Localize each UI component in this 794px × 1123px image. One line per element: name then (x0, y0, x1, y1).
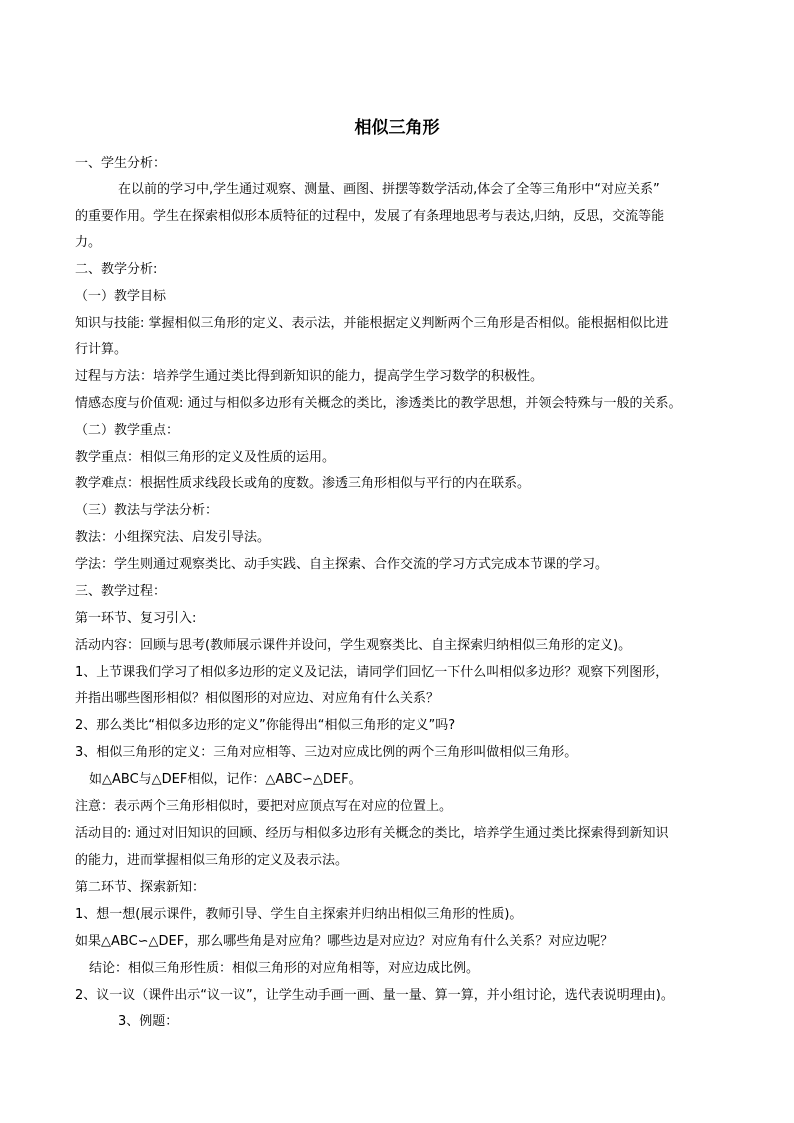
paragraph-line: 注意：表示两个三角形相似时，要把对应顶点写在对应的位置上。 (75, 799, 453, 814)
paragraph-line: 2、议一议（课件出示“议一议”，让学生动手画一画、量一量、算一算，并小组讨论，选代表说明理由)。 (75, 988, 674, 1003)
paragraph-line: 过程与方法：培养学生通过类比得到新知识的能力，提高学生学习数学的积极性。 (75, 369, 544, 384)
paragraph-line: 结论：相似三角形性质：相似三角形的对应角相等，对应边成比例。 (89, 961, 480, 976)
step-heading-explore: 第二环节、探索新知： (75, 880, 206, 895)
paragraph-line: 学法：学生则通过观察类比、动手实践、自主探索、合作交流的学习方式完成本节课的学习。 (75, 557, 609, 572)
section-heading-teaching-process: 三、教学过程： (75, 584, 167, 599)
document-title: 相似三角形 (354, 118, 440, 138)
paragraph-line: 力。 (75, 235, 102, 250)
paragraph-line: 情感态度与价值观: 通过与相似多边形有关概念的类比，渗透类比的教学思想，并领会特殊与一般的关系。 (75, 396, 682, 411)
paragraph-line: 行计算。 (75, 342, 128, 357)
section-heading-student-analysis: 一、学生分析： (75, 156, 167, 171)
step-heading-review: 第一环节、复习引入: (75, 611, 197, 626)
paragraph-line: 活动内容：回顾与思考(教师展示课件并设问，学生观察类比、自主探索归纳相似三角形的定义)。 (75, 638, 632, 653)
subsection-heading-methods: （三）教法与学法分析： (75, 503, 219, 518)
paragraph-line: 1、上节课我们学习了相似多边形的定义及记法，请同学们回忆一下什么叫相似多边形？观察下列图形， (75, 665, 669, 680)
paragraph-line: 教学难点：根据性质求线段长或角的度数。渗透三角形相似与平行的内在联系。 (75, 476, 531, 491)
paragraph-line: 的能力，进而掌握相似三角形的定义及表示法。 (75, 853, 349, 868)
paragraph-line: 知识与技能: 掌握相似三角形的定义、表示法，并能根据定义判断两个三角形是否相似。能根据相似比进 (75, 316, 669, 331)
paragraph-line: 教法：小组探究法、启发引导法。 (75, 530, 271, 545)
paragraph-line: 教学重点：相似三角形的定义及性质的运用。 (75, 450, 336, 465)
paragraph-line: 如△ABC与△DEF相似，记作：△ABC∽△DEF。 (89, 772, 362, 787)
paragraph-line: 3、相似三角形的定义：三角对应相等、三边对应成比例的两个三角形叫做相似三角形。 (75, 745, 578, 760)
paragraph-line: 如果△ABC∽△DEF，那么哪些角是对应角？哪些边是对应边？对应角有什么关系？对应边呢？ (75, 934, 614, 949)
paragraph-line: 并指出哪些图形相似？相似图形的对应边、对应角有什么关系？ (75, 691, 440, 706)
example-heading: 3、例题： (118, 1014, 179, 1029)
subsection-heading-objectives: （一）教学目标 (75, 289, 167, 304)
paragraph-line: 活动目的: 通过对旧知识的回顾、经历与相似多边形有关概念的类比，培养学生通过类比探索得到新知识 (75, 826, 669, 841)
paragraph-line: 的重要作用。学生在探索相似形本质特征的过程中，发展了有条理地思考与表达,归纳，反思，交流等能 (75, 209, 665, 224)
paragraph-line: 在以前的学习中,学生通过观察、测量、画图、拼摆等数学活动,体会了全等三角形中“对应关系” (118, 182, 660, 197)
subsection-heading-key-points: （二）教学重点： (75, 423, 180, 438)
paragraph-line: 1、想一想(展示课件，教师引导、学生自主探索并归纳出相似三角形的性质)。 (75, 907, 523, 922)
paragraph-line: 2、那么类比“相似多边形的定义”你能得出“相似三角形的定义”吗? (75, 718, 456, 733)
section-heading-teaching-analysis: 二、教学分析: (75, 262, 158, 277)
